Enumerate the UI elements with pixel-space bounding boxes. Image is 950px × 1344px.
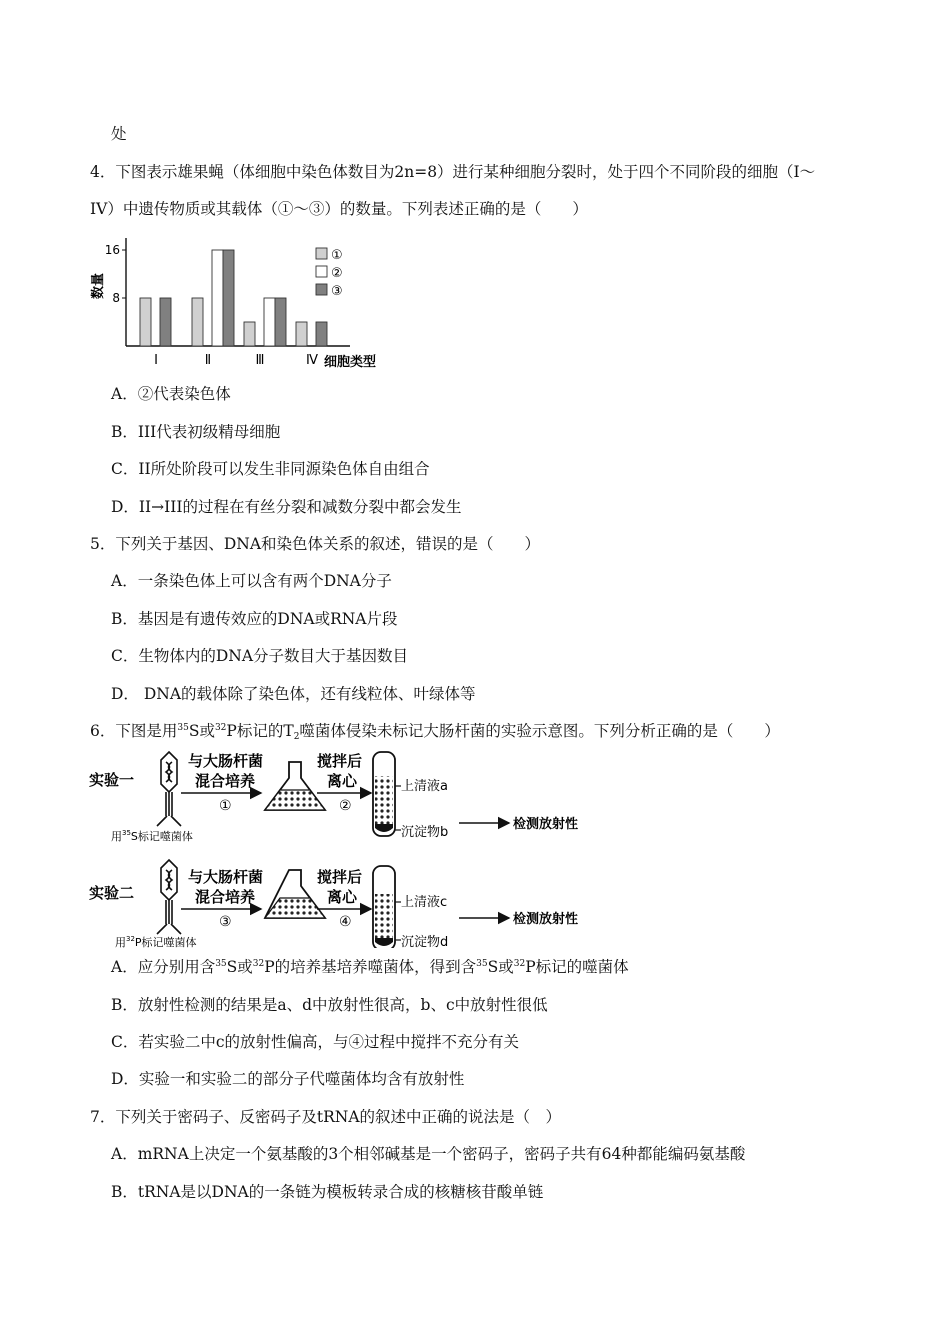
q5-option-a: A．一条染色体上可以含有两个DNA分子 xyxy=(111,572,392,590)
q7-stem: 7．下列关于密码子、反密码子及tRNA的叙述中正确的说法是（ ） xyxy=(90,1108,562,1126)
exp2-title: 实验二 xyxy=(89,884,135,902)
q4-option-d: D．II→III的过程在有丝分裂和减数分裂中都会发生 xyxy=(111,498,462,516)
q5-option-d: D． DNA的载体除了染色体，还有线粒体、叶绿体等 xyxy=(111,685,476,703)
q4-bar-chart xyxy=(80,236,410,376)
chart-legend-label: ② xyxy=(331,266,343,281)
exp2-tube-icon xyxy=(373,866,395,948)
q4-option-a: A．②代表染色体 xyxy=(111,385,231,403)
exp2-stir-top: 搅拌后 xyxy=(317,868,363,886)
exp1-supernatant-label: 上清液a xyxy=(401,779,448,794)
exp2-phage-icon xyxy=(157,860,181,934)
exp1-sediment-label: 沉淀物b xyxy=(401,825,449,840)
exp1-tube-icon xyxy=(373,752,395,836)
exp1-step-top: 与大肠杆菌 xyxy=(188,752,264,770)
continued-text: 处 xyxy=(111,125,127,143)
exp2-sediment-label: 沉淀物d xyxy=(401,935,449,948)
chart-legend-swatch xyxy=(316,266,327,277)
exp1-flask-icon xyxy=(265,762,325,810)
exp2-detect-label: 检测放射性 xyxy=(513,912,579,927)
chart-bar xyxy=(192,298,203,346)
exp1-phage-label: 用$^{35}$S标记噬菌体 xyxy=(111,829,193,843)
exp2-phage-label: 用$^{32}$P标记噬菌体 xyxy=(115,935,197,948)
q6-stem: 6．下图是用$^{35}$S或$^{32}$P标记的$T_2$噬菌体侵染未标记大肠杆菌的实验示意图。下列分析正确的是（ ） xyxy=(90,722,780,742)
chart-bar xyxy=(244,322,255,346)
exp2-supernatant-label: 上清液c xyxy=(401,895,448,910)
chart-x-tick-label: Ⅰ xyxy=(154,353,158,368)
chart-bar xyxy=(275,298,286,346)
exp1-detect-label: 检测放射性 xyxy=(513,817,579,832)
exp1-title: 实验一 xyxy=(89,771,135,789)
q6-experiment-diagram xyxy=(85,748,605,948)
exp2-step-bottom: 混合培养 xyxy=(195,888,256,906)
exp2-step-top: 与大肠杆菌 xyxy=(188,868,264,886)
chart-bar xyxy=(223,250,234,346)
q7-option-b: B．tRNA是以DNA的一条链为模板转录合成的核糖核苷酸单链 xyxy=(111,1183,544,1201)
chart-bar xyxy=(296,322,307,346)
q5-stem: 5．下列关于基因、DNA和染色体关系的叙述，错误的是（ ） xyxy=(90,535,541,553)
exp2-circle-2: ④ xyxy=(339,914,352,930)
chart-legend-swatch xyxy=(316,248,327,259)
chart-x-tick-label: Ⅳ xyxy=(306,353,318,368)
exp1-step-bottom: 混合培养 xyxy=(195,772,256,790)
q5-option-b: B．基因是有遗传效应的DNA或RNA片段 xyxy=(111,610,398,628)
chart-y-label: 数量 xyxy=(91,272,106,300)
chart-legend-label: ① xyxy=(331,248,343,263)
exp1-phage-icon xyxy=(157,752,181,826)
exp1-stir-top: 搅拌后 xyxy=(317,752,363,770)
chart-y-tick-label: 16 xyxy=(104,243,120,257)
chart-bar xyxy=(160,298,171,346)
exp1-circle-1: ① xyxy=(219,798,232,814)
chart-bar xyxy=(264,298,275,346)
q4-stem-line2: IV）中遗传物质或其载体（①～③）的数量。下列表述正确的是（ ） xyxy=(90,200,588,218)
q4-option-c: C．II所处阶段可以发生非同源染色体自由组合 xyxy=(111,460,430,478)
chart-bar xyxy=(212,250,223,346)
experiment-2 xyxy=(89,860,578,948)
exp2-flask-icon xyxy=(265,870,325,918)
q4-option-b: B．III代表初级精母细胞 xyxy=(111,423,281,441)
exp1-stir-bottom: 离心 xyxy=(327,772,358,790)
chart-bar xyxy=(316,322,327,346)
exp1-circle-2: ② xyxy=(339,798,352,814)
chart-legend-label: ③ xyxy=(331,284,343,299)
chart-y-tick-label: 8 xyxy=(112,291,120,305)
q4-stem-line1: 4．下图表示雄果蝇（体细胞中染色体数目为2n=8）进行某种细胞分裂时，处于四个不同阶段的细胞（I～ xyxy=(90,163,816,181)
exp2-circle-1: ③ xyxy=(219,914,232,930)
q6-option-d: D．实验一和实验二的部分子代噬菌体均含有放射性 xyxy=(111,1070,465,1088)
q6-option-b: B．放射性检测的结果是a、d中放射性很高，b、c中放射性很低 xyxy=(111,996,548,1014)
q6-option-c: C．若实验二中c的放射性偏高，与④过程中搅拌不充分有关 xyxy=(111,1033,520,1051)
chart-legend-swatch xyxy=(316,284,327,295)
chart-x-tick-label: Ⅲ xyxy=(255,353,265,368)
chart-x-label: 细胞类型 xyxy=(324,355,377,370)
q5-option-c: C．生物体内的DNA分子数目大于基因数目 xyxy=(111,647,409,665)
q7-option-a: A．mRNA上决定一个氨基酸的3个相邻碱基是一个密码子，密码子共有64种都能编码氨基酸 xyxy=(111,1145,746,1163)
chart-bar xyxy=(140,298,151,346)
chart-x-tick-label: Ⅱ xyxy=(204,353,212,368)
q6-option-a: A．应分别用含$^{35}$S或$^{32}$P的培养基培养噬菌体，得到含$^{35}$S或$^{32}$P标记的噬菌体 xyxy=(111,958,629,976)
experiment-1 xyxy=(89,752,578,843)
exp2-stir-bottom: 离心 xyxy=(327,888,358,906)
